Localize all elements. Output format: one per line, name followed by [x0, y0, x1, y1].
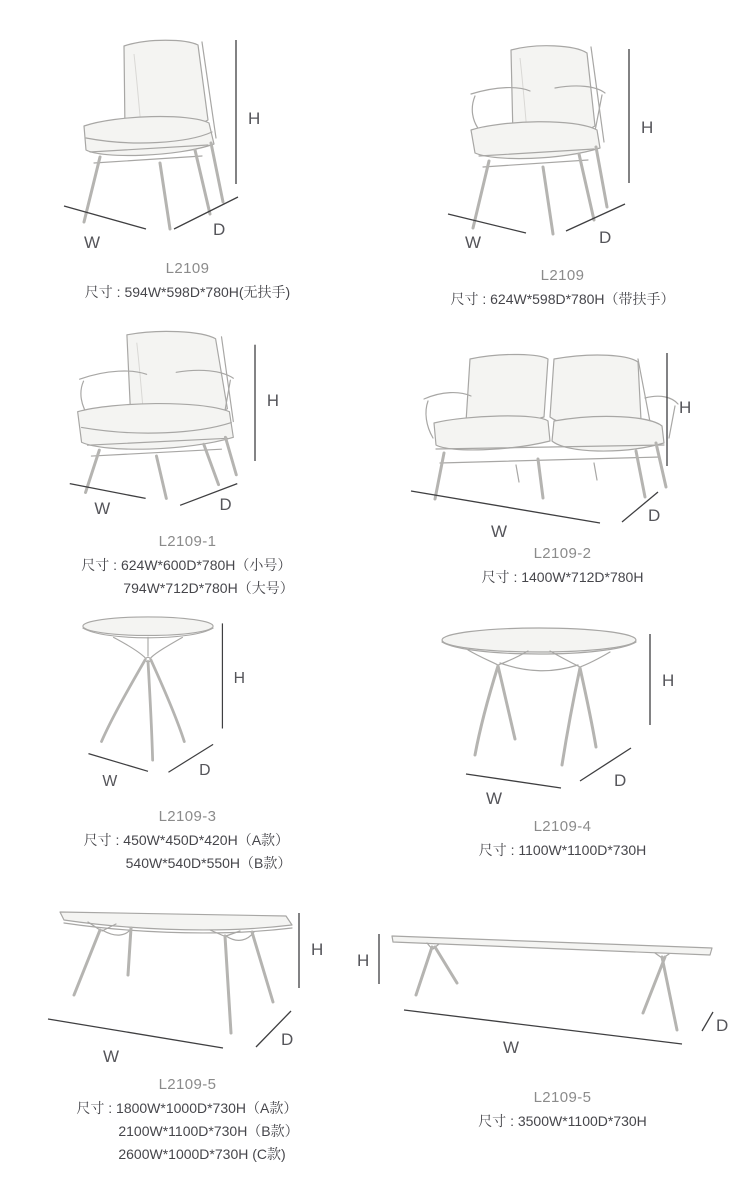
round-side-table-sketch [38, 602, 338, 802]
spec-line: 794W*712D*780H（大号） [123, 580, 294, 596]
model-label: L2109-2 [533, 545, 592, 562]
spec-line: 尺寸 : 594W*598D*780H(无扶手) [84, 284, 291, 300]
height-dimension-label: H [678, 398, 691, 417]
width-dimension-label: W [502, 1038, 519, 1057]
height-dimension-label: H [661, 671, 674, 690]
product-cell-round-dining-table [375, 600, 750, 875]
width-dimension-line [448, 214, 526, 233]
width-dimension-label: W [93, 499, 110, 519]
width-dimension-line [404, 1010, 682, 1044]
long-dining-table-sketch [347, 903, 747, 1083]
product-cell-lounge-chair [0, 315, 375, 600]
spec-line: 尺寸 : 624W*600D*780H（小号） [81, 557, 292, 573]
model-label: L2109 [540, 267, 585, 284]
side-chair-sketch [28, 26, 348, 254]
width-dimension-line [48, 1019, 223, 1048]
height-dimension-label: H [310, 940, 323, 959]
depth-dimension-label: D [647, 506, 660, 525]
depth-dimension-label: D [212, 220, 225, 239]
height-dimension-label: H [233, 669, 245, 687]
product-cell-armchair [375, 0, 750, 315]
depth-dimension-label: D [598, 228, 611, 247]
product-cell-long-dining-table [356, 875, 750, 1184]
width-dimension-label: W [102, 1047, 119, 1066]
width-dimension-line [69, 484, 145, 499]
depth-dimension-line [566, 204, 625, 231]
depth-dimension-label: D [280, 1030, 293, 1049]
armchair-sketch [403, 36, 723, 261]
model-label: L2109-4 [533, 818, 592, 835]
height-dimension-label: H [640, 118, 653, 137]
spec-line: 2600W*1000D*730H (C款) [118, 1146, 286, 1162]
spec-line: 尺寸 : 1400W*712D*780H [481, 569, 644, 585]
depth-dimension-label: D [613, 771, 626, 790]
rect-dining-table-sketch [28, 885, 348, 1070]
spec-line: 2100W*1100D*730H（B款） [118, 1123, 299, 1139]
round-dining-table-sketch [398, 602, 728, 812]
width-dimension-line [466, 774, 561, 788]
width-dimension-line [64, 206, 146, 229]
model-label: L2109 [165, 260, 210, 277]
model-label: L2109-5 [533, 1089, 592, 1106]
width-dimension-label: W [485, 789, 502, 808]
depth-dimension-label: D [198, 762, 211, 780]
depth-dimension-label: D [219, 495, 232, 515]
model-label: L2109-1 [158, 533, 217, 550]
spec-line: 尺寸 : 624W*598D*780H（带扶手） [450, 291, 675, 307]
spec-line: 尺寸 : 3500W*1100D*730H [478, 1113, 647, 1129]
width-dimension-line [411, 491, 600, 523]
lounge-chair-sketch [38, 325, 338, 527]
spec-line: 540W*540D*550H（B款） [125, 855, 292, 871]
height-dimension-label: H [266, 390, 279, 410]
product-cell-round-side-table [0, 600, 375, 875]
width-dimension-label: W [464, 233, 481, 252]
loveseat-sofa-sketch [398, 339, 728, 539]
spec-line: 尺寸 : 1100W*1100D*730H [478, 842, 647, 858]
width-dimension-label: W [83, 233, 100, 252]
product-cell-rect-dining-table [0, 875, 375, 1184]
depth-dimension-label: D [715, 1016, 728, 1035]
model-label: L2109-3 [158, 808, 217, 825]
width-dimension-line [88, 754, 148, 772]
height-dimension-label: H [247, 109, 260, 128]
width-dimension-label: W [101, 773, 117, 791]
depth-dimension-line [702, 1012, 713, 1031]
product-cell-loveseat-sofa [375, 315, 750, 600]
height-dimension-label: H [356, 951, 369, 970]
model-label: L2109-5 [158, 1076, 217, 1093]
spec-line: 尺寸 : 1800W*1000D*730H（A款） [76, 1100, 298, 1116]
spec-line: 尺寸 : 450W*450D*420H（A款） [83, 832, 290, 848]
product-cell-side-chair [0, 0, 375, 315]
width-dimension-label: W [490, 522, 507, 539]
